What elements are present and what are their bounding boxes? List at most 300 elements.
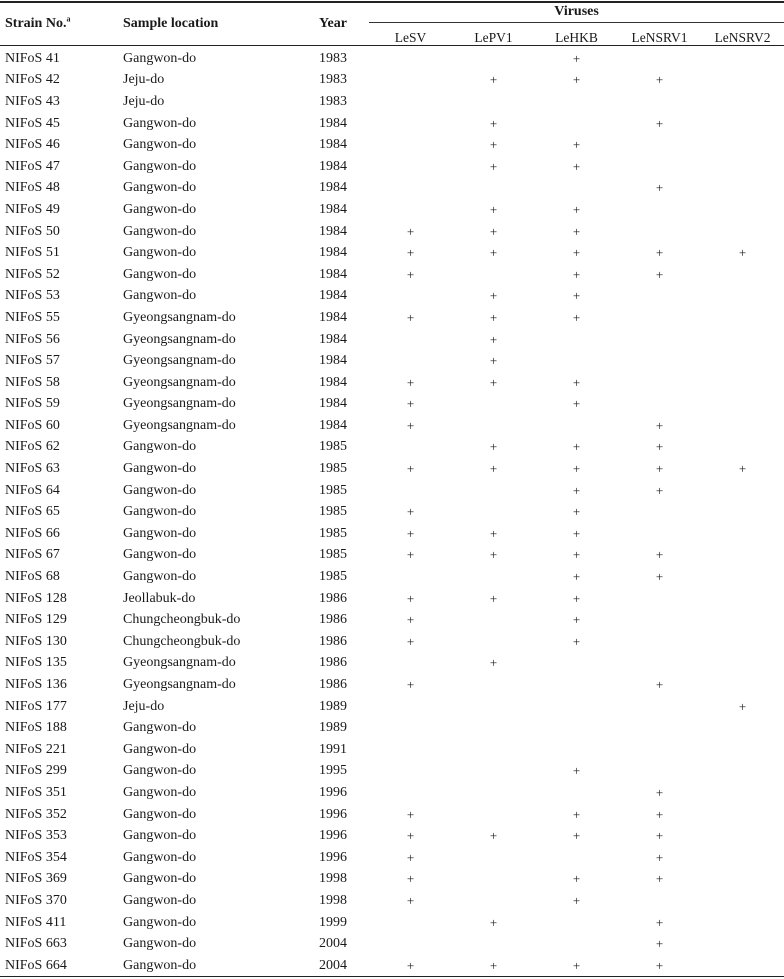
cell-virus-lesv: + [406,590,415,606]
cell-virus-lesv [369,696,452,718]
cell-virus-lensrv1: + [655,439,664,455]
cell-virus-lensrv2 [701,739,784,761]
cell-virus-lepv1: + [489,547,498,563]
header-location: Sample location [123,16,219,31]
cell-virus-lepv1 [452,717,535,739]
cell-virus-lesv: + [406,677,415,693]
cell-strain: NIFoS 67 [5,547,60,563]
cell-location: Gangwon-do [123,914,197,930]
cell-virus-lensrv1: + [655,806,664,822]
cell-virus-lesv [369,199,452,221]
cell-virus-lehkb: + [572,201,581,217]
cell-virus-lensrv1: + [655,784,664,800]
cell-strain: NIFoS 59 [5,396,60,412]
cell-virus-lehkb [535,933,618,955]
cell-virus-lesv [369,134,452,156]
cell-year: 1984 [319,137,347,153]
cell-virus-lensrv1 [618,631,701,653]
cell-strain: NIFoS 52 [5,266,60,282]
cell-virus-lehkb [535,91,618,113]
cell-virus-lepv1 [452,933,535,955]
table-row [0,933,784,955]
cell-virus-lehkb [535,782,618,804]
cell-year: 1985 [319,504,347,520]
cell-virus-lepv1 [452,890,535,912]
cell-location: Gangwon-do [123,137,197,153]
cell-year: 1984 [319,353,347,369]
cell-strain: NIFoS 57 [5,353,60,369]
cell-strain: NIFoS 43 [5,93,60,109]
cell-virus-lensrv2 [701,286,784,308]
cell-virus-lensrv1: + [655,461,664,477]
cell-virus-lensrv1 [618,156,701,178]
cell-virus-lensrv2 [701,156,784,178]
table-row [0,653,784,675]
table-row [0,717,784,739]
cell-virus-lesv: + [406,504,415,520]
cell-strain: NIFoS 64 [5,482,60,498]
cell-virus-lesv [369,350,452,372]
cell-virus-lehkb [535,350,618,372]
cell-year: 1986 [319,655,347,671]
cell-location: Gangwon-do [123,936,197,952]
cell-virus-lepv1 [452,869,535,891]
cell-strain: NIFoS 50 [5,223,60,239]
cell-location: Gyeongsangnam-do [123,417,236,433]
cell-virus-lensrv2 [701,588,784,610]
cell-virus-lensrv2 [701,869,784,891]
cell-virus-lensrv2 [701,134,784,156]
cell-virus-lensrv2 [701,847,784,869]
cell-virus-lensrv2 [701,372,784,394]
cell-virus-lehkb [535,178,618,200]
cell-virus-lepv1: + [489,115,498,131]
table-row [0,156,784,178]
cell-virus-lehkb [535,847,618,869]
cell-strain: NIFoS 411 [5,914,67,930]
cell-virus-lesv: + [406,612,415,628]
cell-year: 1983 [319,93,347,109]
cell-virus-lehkb: + [572,569,581,585]
table-row [0,178,784,200]
cell-location: Gangwon-do [123,741,197,757]
cell-year: 1995 [319,763,347,779]
table-row [0,480,784,502]
cell-year: 1984 [319,245,347,261]
cell-strain: NIFoS 62 [5,439,60,455]
table-row [0,825,784,847]
table-row [0,437,784,459]
cell-location: Gangwon-do [123,504,197,520]
cell-year: 1984 [319,180,347,196]
cell-strain: NIFoS 664 [5,957,67,973]
cell-year: 2004 [319,957,347,973]
cell-virus-lensrv2 [701,566,784,588]
cell-virus-lehkb: + [572,374,581,390]
cell-virus-lehkb: + [572,957,581,973]
table-header [0,0,784,48]
cell-virus-lesv: + [406,871,415,887]
cell-virus-lensrv2 [701,653,784,675]
table-row [0,955,784,977]
table-row [0,761,784,783]
cell-year: 1998 [319,892,347,908]
cell-virus-lensrv2 [701,329,784,351]
cell-strain: NIFoS 130 [5,633,67,649]
cell-location: Gangwon-do [123,525,197,541]
cell-virus-lepv1 [452,394,535,416]
cell-virus-lensrv1: + [655,266,664,282]
cell-virus-lepv1: + [489,288,498,304]
cell-strain: NIFoS 221 [5,741,67,757]
cell-virus-lesv [369,156,452,178]
cell-virus-lensrv1 [618,329,701,351]
cell-virus-lensrv1 [618,91,701,113]
cell-strain: NIFoS 55 [5,309,60,325]
cell-year: 1983 [319,50,347,66]
cell-virus-lensrv1: + [655,569,664,585]
cell-location: Gyeongsangnam-do [123,353,236,369]
table-row [0,847,784,869]
cell-virus-lepv1 [452,415,535,437]
cell-virus-lehkb: + [572,525,581,541]
cell-virus-lepv1 [452,631,535,653]
cell-virus-lensrv2 [701,480,784,502]
table-row [0,782,784,804]
cell-virus-lensrv1: + [655,828,664,844]
cell-virus-lesv [369,113,452,135]
cell-year: 1996 [319,828,347,844]
cell-strain: NIFoS 42 [5,72,60,88]
cell-virus-lepv1: + [489,461,498,477]
table-row [0,501,784,523]
cell-virus-lehkb: + [572,504,581,520]
table-row [0,48,784,70]
cell-virus-lensrv2 [701,609,784,631]
cell-virus-lesv [369,717,452,739]
cell-virus-lepv1 [452,566,535,588]
cell-virus-lepv1 [452,782,535,804]
cell-strain: NIFoS 66 [5,525,60,541]
cell-virus-lepv1 [452,501,535,523]
cell-virus-lensrv2 [701,782,784,804]
cell-virus-lehkb [535,113,618,135]
cell-virus-lesv [369,912,452,934]
cell-year: 1989 [319,698,347,714]
cell-virus-lesv: + [406,633,415,649]
cell-virus-lepv1 [452,609,535,631]
cell-strain: NIFoS 135 [5,655,67,671]
cell-virus-lensrv1 [618,890,701,912]
cell-year: 1999 [319,914,347,930]
cell-virus-lensrv2 [701,717,784,739]
cell-virus-lepv1: + [489,331,498,347]
cell-strain: NIFoS 58 [5,374,60,390]
cell-strain: NIFoS 68 [5,569,60,585]
cell-virus-lensrv2 [701,523,784,545]
table-row [0,91,784,113]
table-row [0,566,784,588]
cell-strain: NIFoS 49 [5,201,60,217]
cell-year: 1986 [319,590,347,606]
cell-year: 1984 [319,396,347,412]
cell-virus-lepv1 [452,264,535,286]
cell-virus-lepv1 [452,761,535,783]
cell-location: Gangwon-do [123,482,197,498]
cell-virus-lensrv1: + [655,936,664,952]
cell-virus-lesv: + [406,525,415,541]
cell-virus-lensrv2 [701,113,784,135]
cell-virus-lesv [369,761,452,783]
table-row [0,113,784,135]
cell-year: 1984 [319,309,347,325]
table-body [0,48,784,977]
cell-virus-lensrv2: + [738,245,747,261]
cell-location: Gangwon-do [123,849,197,865]
cell-strain: NIFoS 128 [5,590,67,606]
cell-virus-lepv1 [452,91,535,113]
cell-virus-lensrv2 [701,933,784,955]
cell-virus-lensrv1 [618,221,701,243]
cell-virus-lensrv1 [618,717,701,739]
cell-virus-lensrv1: + [655,547,664,563]
cell-virus-lensrv1 [618,199,701,221]
cell-virus-lehkb [535,674,618,696]
cell-location: Gangwon-do [123,461,197,477]
cell-virus-lensrv2 [701,70,784,92]
cell-virus-lepv1: + [489,525,498,541]
cell-strain: NIFoS 47 [5,158,60,174]
header-year: Year [319,16,347,31]
cell-virus-lepv1 [452,48,535,70]
table-row [0,415,784,437]
cell-strain: NIFoS 51 [5,245,60,261]
header-virus-lesv: LeSV [394,29,427,45]
cell-virus-lehkb: + [572,158,581,174]
cell-virus-lensrv1: + [655,957,664,973]
cell-virus-lehkb: + [572,50,581,66]
cell-virus-lensrv2 [701,825,784,847]
cell-year: 1996 [319,849,347,865]
cell-virus-lensrv1: + [655,72,664,88]
cell-virus-lepv1 [452,674,535,696]
cell-virus-lensrv1 [618,761,701,783]
cell-virus-lehkb: + [572,482,581,498]
cell-virus-lensrv1: + [655,914,664,930]
cell-virus-lesv [369,480,452,502]
cell-virus-lensrv1: + [655,849,664,865]
cell-virus-lensrv2 [701,307,784,329]
cell-virus-lehkb [535,329,618,351]
cell-virus-lepv1: + [489,309,498,325]
cell-location: Gyeongsangnam-do [123,396,236,412]
cell-virus-lesv [369,91,452,113]
cell-virus-lensrv1 [618,696,701,718]
table-row [0,134,784,156]
cell-location: Gangwon-do [123,288,197,304]
cell-location: Gyeongsangnam-do [123,309,236,325]
cell-virus-lehkb: + [572,439,581,455]
cell-virus-lepv1: + [489,590,498,606]
cell-location: Gangwon-do [123,871,197,887]
cell-virus-lepv1: + [489,828,498,844]
cell-strain: NIFoS 351 [5,784,67,800]
cell-virus-lensrv2 [701,178,784,200]
cell-virus-lehkb [535,717,618,739]
cell-virus-lensrv1: + [655,677,664,693]
cell-virus-lensrv1 [618,501,701,523]
cell-strain: NIFoS 60 [5,417,60,433]
cell-virus-lehkb: + [572,828,581,844]
cell-location: Jeju-do [123,698,165,714]
cell-strain: NIFoS 46 [5,137,60,153]
cell-virus-lehkb: + [572,137,581,153]
cell-virus-lensrv2 [701,955,784,977]
cell-virus-lesv: + [406,396,415,412]
table-row [0,588,784,610]
cell-year: 1985 [319,461,347,477]
cell-virus-lensrv2: + [738,698,747,714]
cell-virus-lehkb: + [572,245,581,261]
cell-year: 1989 [319,720,347,736]
cell-virus-lensrv2 [701,264,784,286]
cell-year: 1998 [319,871,347,887]
table-row [0,394,784,416]
cell-location: Gangwon-do [123,223,197,239]
cell-virus-lehkb: + [572,461,581,477]
cell-year: 1984 [319,331,347,347]
cell-virus-lesv [369,286,452,308]
cell-virus-lesv [369,329,452,351]
cell-year: 1985 [319,525,347,541]
table-row [0,804,784,826]
cell-virus-lensrv1 [618,523,701,545]
cell-virus-lesv: + [406,374,415,390]
cell-virus-lensrv1 [618,653,701,675]
cell-virus-lepv1 [452,847,535,869]
cell-virus-lensrv1 [618,588,701,610]
cell-location: Gangwon-do [123,201,197,217]
cell-virus-lensrv2 [701,804,784,826]
cell-virus-lesv: + [406,266,415,282]
cell-virus-lehkb: + [572,892,581,908]
cell-location: Jeju-do [123,93,165,109]
cell-virus-lehkb: + [572,590,581,606]
cell-location: Chungcheongbuk-do [123,633,241,649]
cell-year: 1986 [319,612,347,628]
cell-strain: NIFoS 41 [5,50,60,66]
cell-strain: NIFoS 352 [5,806,67,822]
cell-virus-lepv1 [452,804,535,826]
cell-strain: NIFoS 188 [5,720,67,736]
cell-strain: NIFoS 48 [5,180,60,196]
cell-virus-lepv1: + [489,223,498,239]
cell-location: Jeju-do [123,72,165,88]
cell-virus-lensrv2: + [738,461,747,477]
cell-virus-lehkb: + [572,871,581,887]
cell-virus-lesv [369,782,452,804]
cell-year: 1985 [319,547,347,563]
cell-virus-lehkb [535,912,618,934]
cell-strain: NIFoS 177 [5,698,67,714]
cell-virus-lehkb [535,696,618,718]
cell-strain: NIFoS 65 [5,504,60,520]
cell-year: 1996 [319,806,347,822]
table-row [0,329,784,351]
cell-virus-lehkb: + [572,72,581,88]
header-virus-lensrv2: LeNSRV2 [714,29,771,45]
cell-strain: NIFoS 369 [5,871,67,887]
cell-location: Gangwon-do [123,245,197,261]
cell-virus-lepv1: + [489,158,498,174]
cell-year: 1985 [319,482,347,498]
cell-virus-lesv: + [406,223,415,239]
cell-virus-lepv1: + [489,245,498,261]
cell-virus-lesv [369,70,452,92]
table-row [0,221,784,243]
cell-location: Gangwon-do [123,569,197,585]
cell-year: 1984 [319,374,347,390]
cell-location: Gangwon-do [123,784,197,800]
cell-virus-lensrv2 [701,890,784,912]
table-row [0,458,784,480]
cell-virus-lepv1: + [489,914,498,930]
table-row [0,696,784,718]
cell-location: Chungcheongbuk-do [123,612,241,628]
cell-virus-lensrv1 [618,350,701,372]
table-row [0,890,784,912]
cell-virus-lesv: + [406,309,415,325]
header-strain-label: Strain No. [5,16,67,31]
cell-virus-lepv1 [452,696,535,718]
cell-virus-lensrv2 [701,761,784,783]
cell-location: Gangwon-do [123,439,197,455]
cell-strain: NIFoS 45 [5,115,60,131]
cell-virus-lesv: + [406,547,415,563]
table-row [0,545,784,567]
cell-virus-lepv1: + [489,957,498,973]
cell-virus-lepv1 [452,178,535,200]
cell-location: Gyeongsangnam-do [123,655,236,671]
cell-year: 1986 [319,633,347,649]
cell-location: Gyeongsangnam-do [123,374,236,390]
cell-location: Gangwon-do [123,720,197,736]
cell-location: Gangwon-do [123,828,197,844]
cell-virus-lensrv2 [701,350,784,372]
cell-virus-lensrv2 [701,674,784,696]
cell-strain: NIFoS 353 [5,828,67,844]
cell-virus-lesv: + [406,245,415,261]
table-row [0,70,784,92]
cell-strain: NIFoS 299 [5,763,67,779]
cell-virus-lehkb: + [572,266,581,282]
cell-virus-lepv1: + [489,137,498,153]
header-virus-lensrv1: LeNSRV1 [631,29,688,45]
cell-year: 1985 [319,439,347,455]
cell-virus-lensrv1 [618,394,701,416]
header-virus-lehkb: LeHKB [555,29,598,45]
cell-virus-lesv: + [406,417,415,433]
cell-virus-lesv [369,933,452,955]
cell-virus-lesv: + [406,849,415,865]
cell-virus-lensrv2 [701,415,784,437]
cell-virus-lensrv2 [701,912,784,934]
cell-location: Gangwon-do [123,180,197,196]
cell-location: Gangwon-do [123,266,197,282]
cell-year: 1985 [319,569,347,585]
cell-virus-lesv [369,437,452,459]
cell-virus-lensrv2 [701,545,784,567]
